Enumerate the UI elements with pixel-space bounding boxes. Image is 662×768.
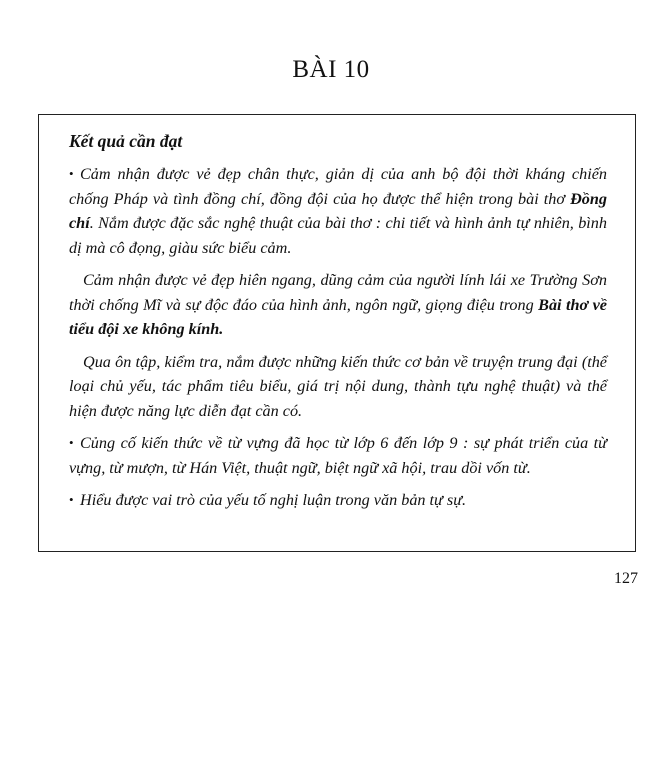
poem-title-dong-chi: Đồng chí xyxy=(69,189,607,232)
bullet-icon: • xyxy=(69,435,74,450)
page-number: 127 xyxy=(614,570,638,587)
outcome-item-dong-chi xyxy=(69,162,607,260)
outcome-item-xe-khong-kinh xyxy=(69,268,607,342)
outcome-item-tu-vung xyxy=(69,431,607,480)
learning-outcomes-box xyxy=(38,114,636,552)
outcome-text: Cảm nhận được vẻ đẹp hiên ngang, dũng cảm của người lính lái xe Trường Sơn thời chống Mĩ và sự độc đáo của hình ảnh, ngôn ngữ, giọng điệu trong xyxy=(69,271,607,314)
outcome-item-on-tap xyxy=(69,350,607,424)
outcome-text: Cảm nhận được vẻ đẹp chân thực, giản dị của anh bộ đội thời kháng chiến chống Pháp và tình đồng chí, đồng đội của họ được thể hiện trong bài thơ xyxy=(69,165,607,208)
outcome-text: Qua ôn tập, kiểm tra, nắm được những kiến thức cơ bản về truyện trung đại (thể loại chủ yếu, tác phẩm tiêu biểu, giá trị nội dung, thành tựu nghệ thuật) và thể hiện được năng lực diễn đạt cần có. xyxy=(69,352,607,420)
outcomes-heading: Kết quả cần đạt xyxy=(69,131,183,151)
outcome-text: . Nắm được đặc sắc nghệ thuật của bài thơ : chi tiết và hình ảnh tự nhiên, bình dị mà cô đọng, giàu sức biểu cảm. xyxy=(69,214,607,257)
poem-title-xe-khong-kinh: Bài thơ về tiểu đội xe không kính. xyxy=(69,295,607,338)
lesson-title: BÀI 10 xyxy=(292,56,370,83)
bullet-icon: • xyxy=(69,492,74,507)
outcome-item-nghi-luan xyxy=(69,488,607,513)
outcome-text: Hiểu được vai trò của yếu tố nghị luận trong văn bản tự sự. xyxy=(80,491,467,509)
outcome-text: Củng cố kiến thức về từ vựng đã học từ lớp 6 đến lớp 9 : sự phát triển của từ vựng, từ mượn, từ Hán Việt, thuật ngữ, biệt ngữ xã hội, trau dồi vốn từ. xyxy=(69,434,607,477)
bullet-icon: • xyxy=(69,166,74,181)
